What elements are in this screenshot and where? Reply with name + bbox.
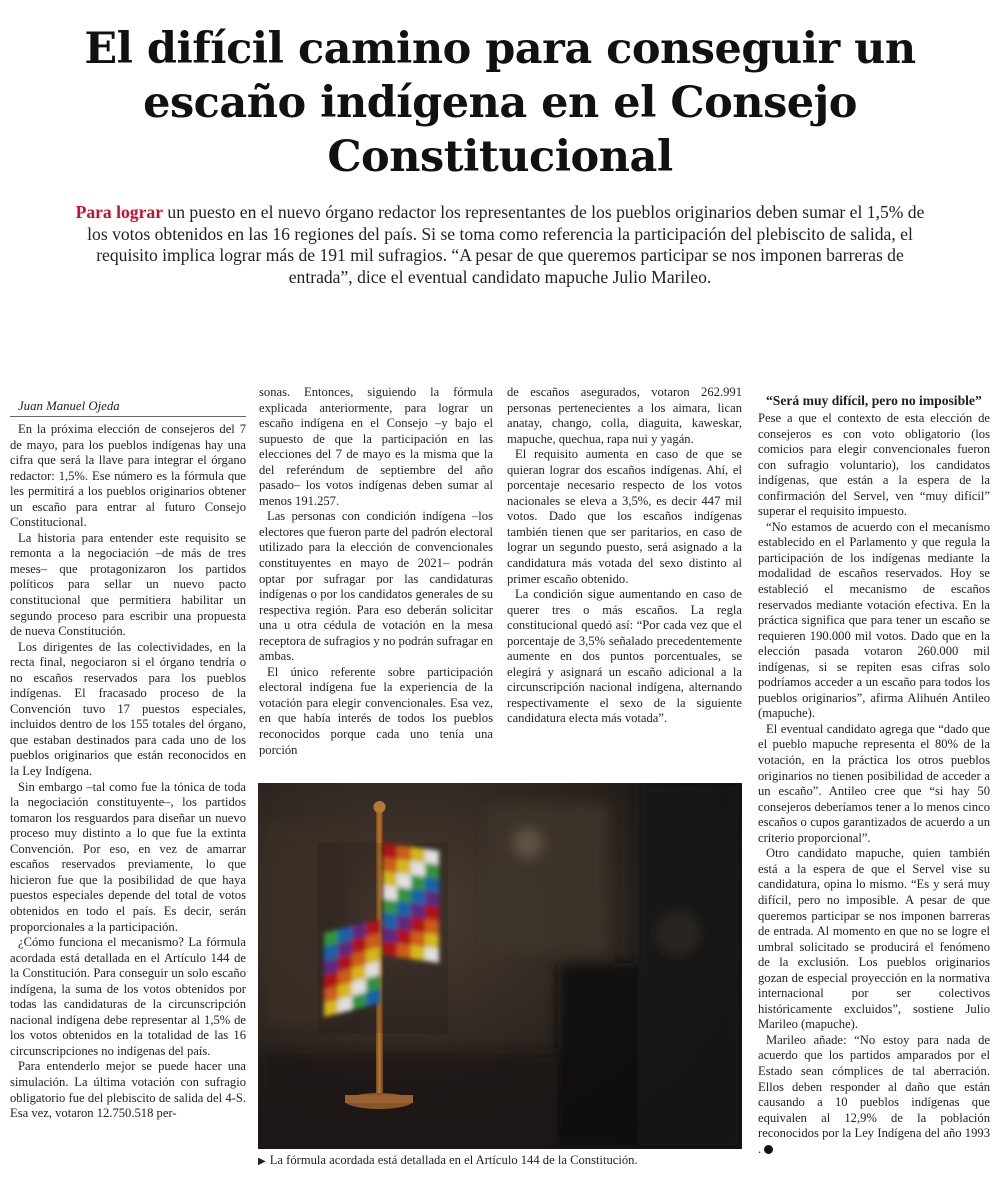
paragraph: En la próxima elección de consejeros del 7 de mayo, para los pueblos indígenas hay una cifra que será la llave para integrar el órgano redactor: 1,5%. Ese número es la fórmula que les permitirá a los pueblos originarios obtener un escaño para entrar al futuro Consejo Constitucional. (10, 422, 246, 530)
paragraph: El único referente sobre participación electoral indígena fue la experiencia de la votación para elegir convencionales. Esa vez, en que había interés de todos los pueblos reconocidos porque cada uno tenía una porción (259, 664, 493, 757)
headline: El difícil camino para conseguir un escaño indígena en el Consejo Constitucional (84, 24, 916, 182)
paragraph: ¿Cómo funciona el mecanismo? La fórmula acordada está detallada en el Artículo 144 de la Constitución. Para conseguir un solo escaño indígena, la suma de los votos obtenidos por todas las candidaturas de la circunscripción nacional indígena debe representar al 1,5% de los votos obtenidos en la totalidad de las 16 circunscripciones no indígenas del país. (10, 935, 246, 1058)
paragraph: sonas. Entonces, siguiendo la fórmula explicada anteriormente, para lograr un escaño indígena en el Consejo –y bajo el supuesto de que la participación en las elecciones del 7 de mayo es la misma que la del referéndum de septiembre del año pasado– los votos indígenas deben sumar al menos 191.257. (259, 385, 493, 508)
paragraph: de escaños asegurados, votaron 262.991 personas pertenecientes a los aimara, lican anatay, chango, colla, diaguita, kaweskar, mapuche, quechua, rapa nui y yagán. (507, 385, 742, 446)
paragraph: Sin embargo –tal como fue la tónica de toda la negociación constituyente–, los partidos tomaron los resguardos para diseñar un nuevo proceso muy distinto a lo que fue la extinta Convención. Por eso, en vez de amarrar escaños reservados previamente, lo que hicieron fue que la posibilidad de que haya puestos especiales depende del total de votos obtenidos en todo el país. Es decir, serán proporcionales a la participación. (10, 779, 246, 934)
photo-wiphala-flag (258, 783, 742, 1149)
paragraph: La condición sigue aumentando en caso de querer tres o más escaños. La regla constitucional quedó así: “Por cada vez que el porcentaje de 3,5% señalado precedentemente aumente en dos puntos porcentuales, se elegirá y asignará un escaño adicional a la circunscripción nacional indígena, alternando respectivamente el sexo de la siguiente candidatura electa más votada”. (507, 587, 742, 726)
article-column-3 (507, 385, 742, 727)
subhead: “Será muy difícil, pero no imposible” (766, 393, 982, 408)
end-mark-icon (764, 1145, 773, 1154)
deck-text: un puesto en el nuevo órgano redactor los representantes de los pueblos originarios deben sumar el 1,5% de los votos obtenidos en las 16 regiones del país. Si se toma como referencia la participación del plebiscito de salida, el requisito implica lograr más de 191 mil sufragios. “A pesar de que queremos participar se nos imponen barreras de entrada”, dice el eventual candidato mapuche Julio Marileo. (87, 202, 925, 287)
paragraph: Las personas con condición indígena –los electores que fueron parte del padrón electoral utilizado para la elección de convencionales constituyentes en mayo de 2021– podrán optar por sufragar por las candidaturas indígenas o por los candidatos generales de su respectiva región. Para eso deberán solicitar una u otra cédula de votación en la mesa receptora de sufragios y no podrán sufragar en ambas. (259, 509, 493, 664)
paragraph: Otro candidato mapuche, quien también está a la espera de que el Servel vise su candidatura, opina lo mismo. “Es y será muy difícil, pero no imposible. A pesar de que queremos participar se nos imponen barreras de entrada. Al momento en que no se logre el umbral solicitado se producirá el fenómeno de la exclusión. Los pueblos originarios gozan de especial proyección en la normativa internacional por ser colectivos históricamente excluidos”, sostiene Julio Marileo (mapuche). (758, 846, 990, 1032)
paragraph: El eventual candidato agrega que “dado que el pueblo mapuche representa el 80% de la votación, en la práctica los otros pueblos originarios no tienen posibilidad de acceder a un escaño”. Antileo cree que “si hay 50 consejeros deberíamos tener a lo menos cinco escaños o cupos garantizados de acuerdo a un criterio proporcional”. (758, 721, 990, 845)
paragraph: Los dirigentes de las colectividades, en la recta final, negociaron si el órgano tendría o no escaños reservados para los pueblos indígenas. El fracasado proceso de la Convención tuvo 17 puestos especiales, incluidos dentro de los 155 totales del órgano, que estaban destinados para cada uno de los pueblos originarios que están reconocidos en la Ley Indígena. (10, 639, 246, 779)
caption-marker-icon: ▶ (258, 1156, 266, 1167)
article-column-4 (758, 393, 990, 1157)
caption-text: La fórmula acordada está detallada en el Artículo 144 de la Constitución. (269, 1153, 638, 1167)
paragraph (758, 1033, 990, 1157)
paragraph: La historia para entender este requisito se remonta a la negociación –de más de tres meses– que protagonizaron los partidos políticos para sellar un nuevo pacto constitucional que permitiera habilitar un segundo proceso para escribir una propuesta de nueva Constitución. (10, 530, 246, 639)
article-column-2 (259, 385, 493, 758)
paragraph-text: Marileo añade: “No estoy para nada de acuerdo que los partidos amparados por el Estado sean cómplices de tal aberración. Ellos deben responder al daño que están causando a 10 pueblos indígenas que equivalen al 12,9% de la población reconocidos por la Ley Indígena del año 1993 . (758, 1032, 990, 1156)
deck-lead: Para lograr (75, 202, 164, 222)
paragraph: El requisito aumenta en caso de que se quieran lograr dos escaños indígenas. Ahí, el porcentaje necesario respecto de los votos nacionales se eleva a 3,5%, es decir 447 mil votos. Dado que los escaños indígenas también tienen que ser paritarios, en caso de lograr un segundo puesto, será asignado a la candidatura más votada del sexo distinto al primer escaño obtenido. (507, 447, 742, 586)
paragraph: “No estamos de acuerdo con el mecanismo establecido en el Parlamento y que regula la participación de los indígenas mediante la modalidad de escaños reservados. Hoy se estableció el mecanismo de escaños reservados mediante votación efectiva. En la práctica significa que para tener un escaño se requieren 190.000 mil votos. Dado que en la elección pasada votaron 260.000 mil indígenas, si se repiten esas cifras solo podríamos acceder a un escaño para todos los pueblos originarios”, afirma Alihuén Antileo (mapuche). (758, 519, 990, 721)
photo-illustration (258, 783, 742, 1149)
byline: Juan Manuel Ojeda (10, 398, 246, 417)
deck (70, 202, 930, 288)
article-column-1 (10, 398, 246, 1122)
photo-caption (258, 1153, 748, 1169)
paragraph: Pese a que el contexto de esta elección de consejeros es con voto obligatorio (los comicios para elegir convencionales fueron con sufragio voluntario), los candidatos indígenas, que están a la espera de la confirmación del Servel, ven “muy difícil” superar el requisito impuesto. (758, 411, 990, 519)
paragraph: Para entenderlo mejor se puede hacer una simulación. La última votación con sufragio obligatorio fue del plebiscito de salida del 4-S. Esa vez, votaron 12.750.518 per- (10, 1059, 246, 1121)
